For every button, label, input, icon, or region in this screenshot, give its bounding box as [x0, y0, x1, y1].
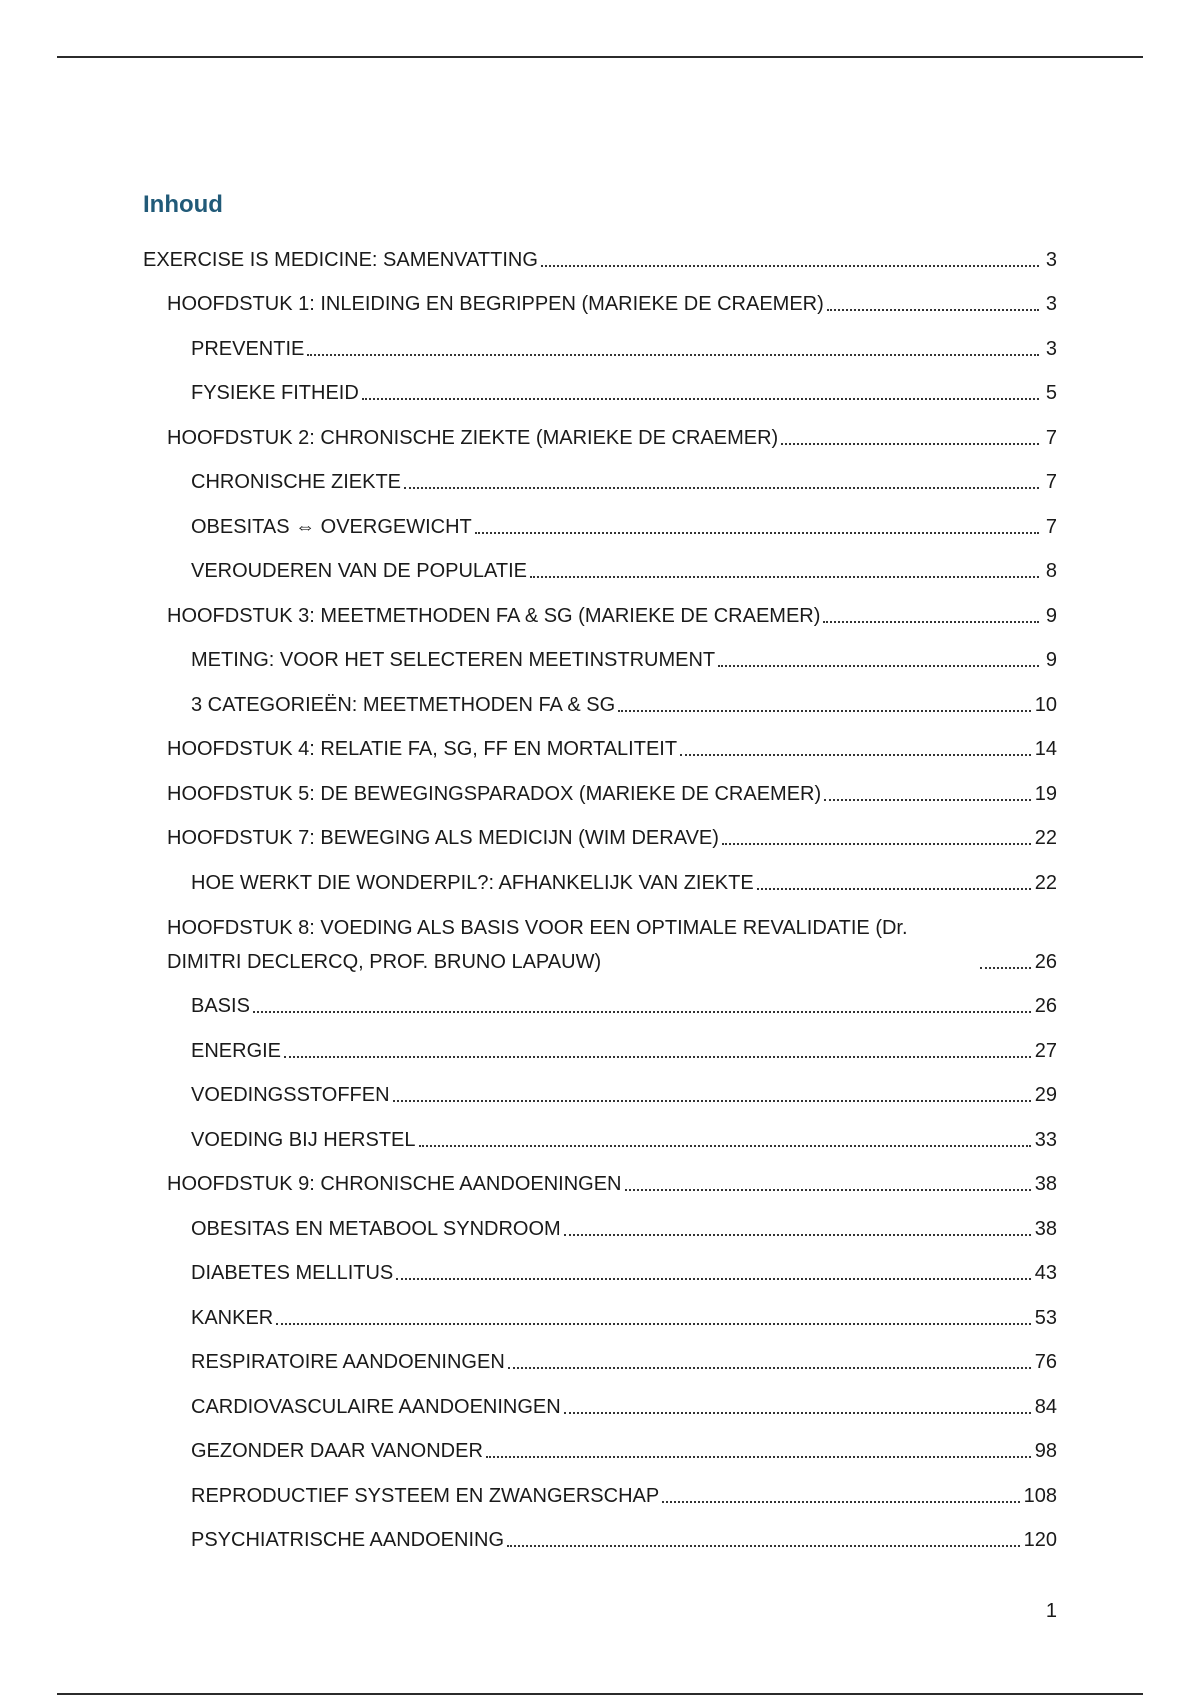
table-of-contents — [143, 232, 1057, 1557]
toc-dot-leader — [680, 754, 1031, 756]
toc-entry-title: PREVENTIE — [191, 332, 307, 366]
toc-dot-leader — [722, 843, 1031, 845]
toc-entry-title: HOOFDSTUK 8: VOEDING ALS BASIS VOOR EEN OPTIMALE REVALIDATIE (Dr. DIMITRI DECLERCQ, PROF. BRUNO LAPAUW) — [167, 911, 980, 979]
toc-entry-title: OBESITAS EN METABOOL SYNDROOM — [191, 1212, 564, 1246]
toc-entry[interactable] — [143, 1201, 1057, 1246]
toc-entry-title: HOOFDSTUK 1: INLEIDING EN BEGRIPPEN (MARIEKE DE CRAEMER) — [167, 287, 827, 321]
toc-entry-title: DIABETES MELLITUS — [191, 1256, 396, 1290]
page-number: 1 — [1045, 1600, 1057, 1622]
toc-entry[interactable] — [143, 633, 1057, 678]
toc-dot-leader — [419, 1145, 1031, 1147]
toc-entry-page: 84 — [1034, 1395, 1057, 1418]
toc-entry[interactable] — [143, 1157, 1057, 1202]
toc-entry-page: 9 — [1045, 649, 1057, 671]
toc-entry[interactable] — [143, 1112, 1057, 1157]
toc-entry[interactable] — [143, 544, 1057, 589]
toc-entry-page: 8 — [1045, 560, 1057, 582]
toc-entry-title: 3 CATEGORIEËN: MEETMETHODEN FA & SG — [191, 688, 618, 722]
toc-entry-title: PSYCHIATRISCHE AANDOENING — [191, 1523, 507, 1557]
footer-rule — [57, 1693, 1143, 1695]
toc-entry-title: RESPIRATOIRE AANDOENINGEN — [191, 1345, 508, 1379]
toc-entry[interactable] — [143, 366, 1057, 411]
toc-entry-page: 9 — [1045, 604, 1057, 627]
toc-dot-leader — [625, 1189, 1031, 1191]
toc-entry[interactable] — [143, 855, 1057, 900]
toc-entry-title: HOOFDSTUK 5: DE BEWEGINGSPARADOX (MARIEKE DE CRAEMER) — [167, 777, 824, 811]
toc-entry-page: 76 — [1034, 1351, 1057, 1373]
toc-dot-leader — [824, 799, 1031, 801]
toc-entry-title: VEROUDEREN VAN DE POPULATIE — [191, 554, 530, 588]
header-rule — [57, 56, 1143, 58]
toc-entry-page: 10 — [1034, 693, 1057, 716]
toc-entry-title: HOOFDSTUK 4: RELATIE FA, SG, FF EN MORTALITEIT — [167, 732, 680, 766]
toc-entry-page: 3 — [1045, 293, 1057, 315]
toc-dot-leader — [362, 398, 1039, 400]
toc-entry-title: METING: VOOR HET SELECTEREN MEETINSTRUMENT — [191, 643, 718, 677]
toc-entry[interactable] — [143, 722, 1057, 767]
toc-entry[interactable] — [143, 979, 1057, 1024]
toc-dot-leader — [757, 888, 1031, 890]
toc-entry-title: FYSIEKE FITHEID — [191, 376, 362, 410]
toc-entry-page: 98 — [1034, 1440, 1057, 1462]
toc-entry[interactable] — [143, 900, 1057, 979]
toc-entry-page: 7 — [1045, 426, 1057, 449]
toc-entry[interactable] — [143, 677, 1057, 722]
toc-dot-leader — [253, 1011, 1031, 1013]
toc-entry[interactable] — [143, 1023, 1057, 1068]
toc-entry-page: 7 — [1045, 515, 1057, 538]
toc-entry[interactable] — [143, 1068, 1057, 1113]
toc-heading: Inhoud — [143, 191, 223, 218]
toc-entry[interactable] — [143, 321, 1057, 366]
toc-entry[interactable] — [143, 232, 1057, 277]
toc-dot-leader — [827, 309, 1039, 311]
toc-dot-leader — [486, 1456, 1031, 1458]
toc-entry-title: CARDIOVASCULAIRE AANDOENINGEN — [191, 1390, 564, 1424]
toc-dot-leader — [564, 1412, 1031, 1414]
toc-dot-leader — [307, 354, 1039, 356]
toc-entry-title: BASIS — [191, 989, 253, 1023]
toc-entry[interactable] — [143, 766, 1057, 811]
toc-dot-leader — [276, 1323, 1031, 1325]
toc-entry-title: HOOFDSTUK 9: CHRONISCHE AANDOENINGEN — [167, 1167, 625, 1201]
toc-dot-leader — [396, 1278, 1030, 1280]
toc-entry-title: ENERGIE — [191, 1034, 284, 1068]
toc-entry-title: KANKER — [191, 1301, 276, 1335]
toc-entry-page: 26 — [1034, 995, 1057, 1017]
toc-entry-page: 22 — [1034, 827, 1057, 849]
toc-entry-page: 29 — [1034, 1084, 1057, 1106]
toc-dot-leader — [284, 1056, 1031, 1058]
toc-dot-leader — [718, 665, 1039, 667]
toc-entry-page: 33 — [1034, 1128, 1057, 1151]
toc-entry[interactable] — [143, 410, 1057, 455]
toc-entry-title: CHRONISCHE ZIEKTE — [191, 465, 404, 499]
toc-entry-title: HOOFDSTUK 3: MEETMETHODEN FA & SG (MARIEKE DE CRAEMER) — [167, 599, 823, 633]
toc-entry-page: 3 — [1045, 248, 1057, 271]
toc-dot-leader — [393, 1100, 1031, 1102]
toc-entry[interactable] — [143, 1290, 1057, 1335]
toc-dot-leader — [507, 1545, 1020, 1547]
toc-entry-page: 22 — [1034, 871, 1057, 894]
toc-entry-title: HOE WERKT DIE WONDERPIL?: AFHANKELIJK VAN ZIEKTE — [191, 866, 757, 900]
toc-dot-leader — [541, 265, 1039, 267]
toc-dot-leader — [508, 1367, 1031, 1369]
toc-entry-page: 14 — [1034, 738, 1057, 760]
toc-entry[interactable] — [143, 1468, 1057, 1513]
toc-entry[interactable] — [143, 499, 1057, 544]
toc-entry-page: 26 — [1034, 950, 1057, 973]
toc-entry-page: 108 — [1023, 1484, 1057, 1507]
toc-entry[interactable] — [143, 277, 1057, 322]
toc-entry[interactable] — [143, 455, 1057, 500]
toc-entry-page: 27 — [1034, 1039, 1057, 1062]
toc-dot-leader — [530, 576, 1039, 578]
toc-entry-page: 3 — [1045, 337, 1057, 360]
toc-entry[interactable] — [143, 588, 1057, 633]
toc-entry-page: 7 — [1045, 471, 1057, 493]
toc-entry[interactable] — [143, 1246, 1057, 1291]
toc-entry-page: 19 — [1034, 782, 1057, 805]
toc-dot-leader — [823, 621, 1039, 623]
toc-entry-page: 53 — [1034, 1306, 1057, 1329]
toc-entry-title: HOOFDSTUK 2: CHRONISCHE ZIEKTE (MARIEKE DE CRAEMER) — [167, 421, 781, 455]
toc-entry-title: GEZONDER DAAR VANONDER — [191, 1434, 486, 1468]
toc-entry[interactable] — [143, 811, 1057, 856]
toc-entry[interactable] — [143, 1513, 1057, 1558]
toc-entry[interactable] — [143, 1424, 1057, 1469]
toc-entry[interactable] — [143, 1335, 1057, 1380]
toc-entry-page: 5 — [1045, 382, 1057, 404]
toc-entry-title: OBESITAS ⇔ OVERGEWICHT — [191, 510, 475, 544]
toc-dot-leader — [980, 967, 1031, 969]
toc-dot-leader — [618, 710, 1031, 712]
toc-dot-leader — [781, 443, 1039, 445]
toc-entry-title: VOEDING BIJ HERSTEL — [191, 1123, 419, 1157]
toc-entry-title: HOOFDSTUK 7: BEWEGING ALS MEDICIJN (WIM DERAVE) — [167, 821, 722, 855]
toc-entry-title: VOEDINGSSTOFFEN — [191, 1078, 393, 1112]
toc-dot-leader — [564, 1234, 1031, 1236]
toc-entry-title: EXERCISE IS MEDICINE: SAMENVATTING — [143, 243, 541, 277]
toc-entry-page: 38 — [1034, 1173, 1057, 1195]
toc-dot-leader — [475, 532, 1039, 534]
toc-entry-title: REPRODUCTIEF SYSTEEM EN ZWANGERSCHAP — [191, 1479, 662, 1513]
toc-dot-leader — [404, 487, 1039, 489]
toc-entry-page: 43 — [1034, 1262, 1057, 1284]
toc-dot-leader — [662, 1501, 1019, 1503]
toc-entry[interactable] — [143, 1379, 1057, 1424]
toc-entry-page: 38 — [1034, 1217, 1057, 1240]
toc-entry-page: 120 — [1023, 1529, 1057, 1551]
